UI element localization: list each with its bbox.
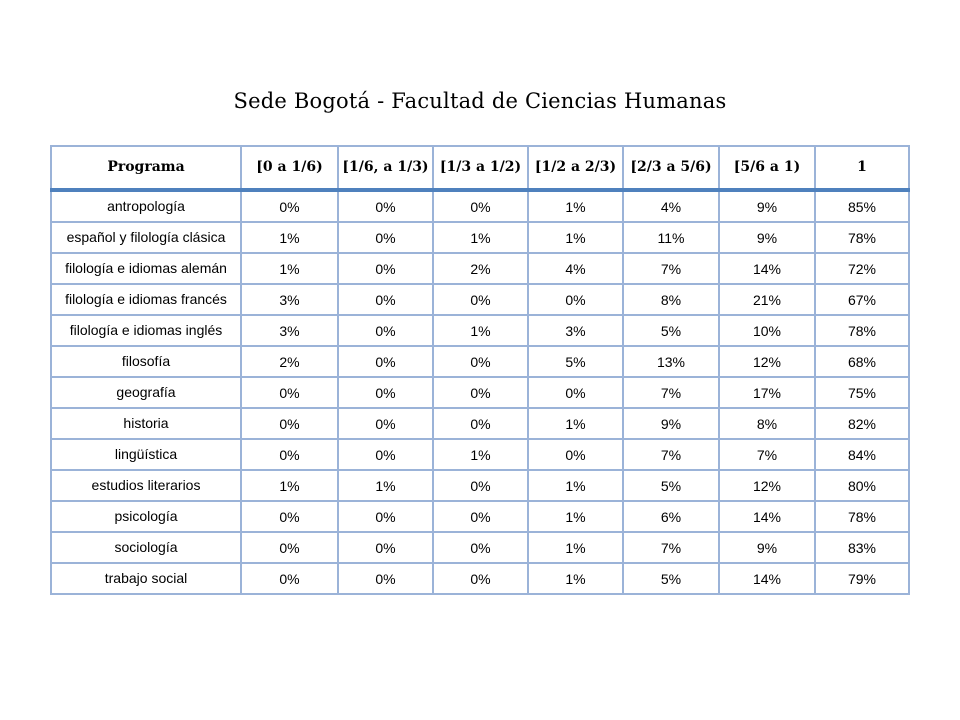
table-row — [51, 501, 909, 532]
percentage-cell: 3% — [241, 284, 338, 315]
percentage-cell: 7% — [623, 377, 719, 408]
percentage-cell: 0% — [338, 439, 433, 470]
percentage-cell: 7% — [719, 439, 815, 470]
percentage-cell: 4% — [623, 190, 719, 222]
percentage-cell: 1% — [241, 253, 338, 284]
header-row — [51, 146, 909, 190]
percentage-cell: 1% — [528, 190, 623, 222]
percentage-cell: 5% — [623, 470, 719, 501]
percentage-cell: 78% — [815, 222, 909, 253]
percentage-cell: 0% — [241, 190, 338, 222]
percentage-cell: 0% — [528, 439, 623, 470]
percentage-cell: 1% — [528, 532, 623, 563]
percentage-cell: 1% — [528, 470, 623, 501]
percentage-cell: 1% — [338, 470, 433, 501]
percentage-cell: 6% — [623, 501, 719, 532]
percentage-cell: 1% — [528, 501, 623, 532]
percentage-cell: 0% — [338, 501, 433, 532]
percentage-cell: 0% — [528, 284, 623, 315]
percentage-cell: 0% — [433, 563, 528, 594]
data-table — [50, 145, 910, 595]
percentage-cell: 78% — [815, 501, 909, 532]
program-cell: geografía — [51, 377, 241, 408]
percentage-cell: 3% — [528, 315, 623, 346]
percentage-cell: 82% — [815, 408, 909, 439]
table-row — [51, 222, 909, 253]
percentage-cell: 12% — [719, 346, 815, 377]
percentage-cell: 8% — [719, 408, 815, 439]
table-row — [51, 377, 909, 408]
percentage-cell: 5% — [623, 315, 719, 346]
percentage-cell: 0% — [241, 408, 338, 439]
column-header-range-2: [1/6, a 1/3) — [338, 146, 433, 190]
percentage-cell: 80% — [815, 470, 909, 501]
percentage-cell: 84% — [815, 439, 909, 470]
percentage-cell: 9% — [719, 190, 815, 222]
percentage-cell: 0% — [338, 222, 433, 253]
program-cell: trabajo social — [51, 563, 241, 594]
column-header-programa: Programa — [51, 146, 241, 190]
percentage-cell: 10% — [719, 315, 815, 346]
program-cell: antropología — [51, 190, 241, 222]
column-header-range-4: [1/2 a 2/3) — [528, 146, 623, 190]
page-title: Sede Bogotá - Facultad de Ciencias Humanas — [233, 89, 727, 113]
column-header-range-6: [5/6 a 1) — [719, 146, 815, 190]
percentage-cell: 0% — [433, 346, 528, 377]
percentage-cell: 1% — [433, 439, 528, 470]
percentage-cell: 0% — [433, 470, 528, 501]
percentage-cell: 0% — [433, 190, 528, 222]
column-header-one: 1 — [815, 146, 909, 190]
percentage-cell: 9% — [719, 222, 815, 253]
column-header-range-5: [2/3 a 5/6) — [623, 146, 719, 190]
percentage-cell: 0% — [241, 501, 338, 532]
table-row — [51, 408, 909, 439]
percentage-cell: 3% — [241, 315, 338, 346]
percentage-cell: 0% — [338, 315, 433, 346]
table-row — [51, 470, 909, 501]
percentage-cell: 1% — [528, 408, 623, 439]
percentage-cell: 0% — [338, 532, 433, 563]
table-row — [51, 315, 909, 346]
percentage-cell: 0% — [338, 563, 433, 594]
percentage-cell: 0% — [433, 284, 528, 315]
program-cell: sociología — [51, 532, 241, 563]
percentage-cell: 7% — [623, 532, 719, 563]
program-cell: psicología — [51, 501, 241, 532]
percentage-cell: 9% — [623, 408, 719, 439]
percentage-cell: 0% — [433, 377, 528, 408]
percentage-cell: 0% — [241, 532, 338, 563]
percentage-cell: 7% — [623, 439, 719, 470]
program-cell: español y filología clásica — [51, 222, 241, 253]
percentage-cell: 0% — [241, 377, 338, 408]
percentage-cell: 68% — [815, 346, 909, 377]
table-row — [51, 253, 909, 284]
percentage-cell: 12% — [719, 470, 815, 501]
percentage-cell: 1% — [241, 222, 338, 253]
percentage-cell: 0% — [338, 284, 433, 315]
program-cell: estudios literarios — [51, 470, 241, 501]
table-body — [51, 190, 909, 594]
table-row — [51, 284, 909, 315]
program-cell: historia — [51, 408, 241, 439]
table-row — [51, 190, 909, 222]
percentage-cell: 0% — [433, 501, 528, 532]
percentage-cell: 7% — [623, 253, 719, 284]
column-header-range-1: [0 a 1/6) — [241, 146, 338, 190]
percentage-cell: 5% — [623, 563, 719, 594]
percentage-cell: 2% — [433, 253, 528, 284]
table-row — [51, 346, 909, 377]
percentage-cell: 14% — [719, 501, 815, 532]
percentage-cell: 0% — [433, 532, 528, 563]
table-row — [51, 439, 909, 470]
percentage-cell: 0% — [338, 377, 433, 408]
percentage-cell: 8% — [623, 284, 719, 315]
percentage-cell: 13% — [623, 346, 719, 377]
percentage-cell: 1% — [241, 470, 338, 501]
percentage-cell: 0% — [338, 346, 433, 377]
percentage-cell: 72% — [815, 253, 909, 284]
program-cell: filología e idiomas alemán — [51, 253, 241, 284]
percentage-cell: 2% — [241, 346, 338, 377]
percentage-cell: 9% — [719, 532, 815, 563]
percentage-cell: 0% — [241, 439, 338, 470]
percentage-cell: 14% — [719, 253, 815, 284]
program-cell: filología e idiomas francés — [51, 284, 241, 315]
percentage-cell: 85% — [815, 190, 909, 222]
percentage-cell: 0% — [528, 377, 623, 408]
percentage-cell: 1% — [528, 222, 623, 253]
percentage-cell: 17% — [719, 377, 815, 408]
column-header-range-3: [1/3 a 1/2) — [433, 146, 528, 190]
percentage-cell: 1% — [433, 222, 528, 253]
percentage-cell: 4% — [528, 253, 623, 284]
table-row — [51, 532, 909, 563]
percentage-cell: 83% — [815, 532, 909, 563]
table-row — [51, 563, 909, 594]
percentage-cell: 1% — [433, 315, 528, 346]
percentage-cell: 11% — [623, 222, 719, 253]
program-cell: filología e idiomas inglés — [51, 315, 241, 346]
percentage-cell: 0% — [338, 253, 433, 284]
percentage-cell: 0% — [241, 563, 338, 594]
program-cell: filosofía — [51, 346, 241, 377]
program-cell: lingüística — [51, 439, 241, 470]
percentage-cell: 0% — [338, 190, 433, 222]
percentage-cell: 14% — [719, 563, 815, 594]
percentage-cell: 75% — [815, 377, 909, 408]
percentage-cell: 78% — [815, 315, 909, 346]
percentage-cell: 0% — [433, 408, 528, 439]
percentage-cell: 79% — [815, 563, 909, 594]
percentage-cell: 0% — [338, 408, 433, 439]
percentage-cell: 5% — [528, 346, 623, 377]
percentage-cell: 21% — [719, 284, 815, 315]
percentage-cell: 67% — [815, 284, 909, 315]
percentage-cell: 1% — [528, 563, 623, 594]
